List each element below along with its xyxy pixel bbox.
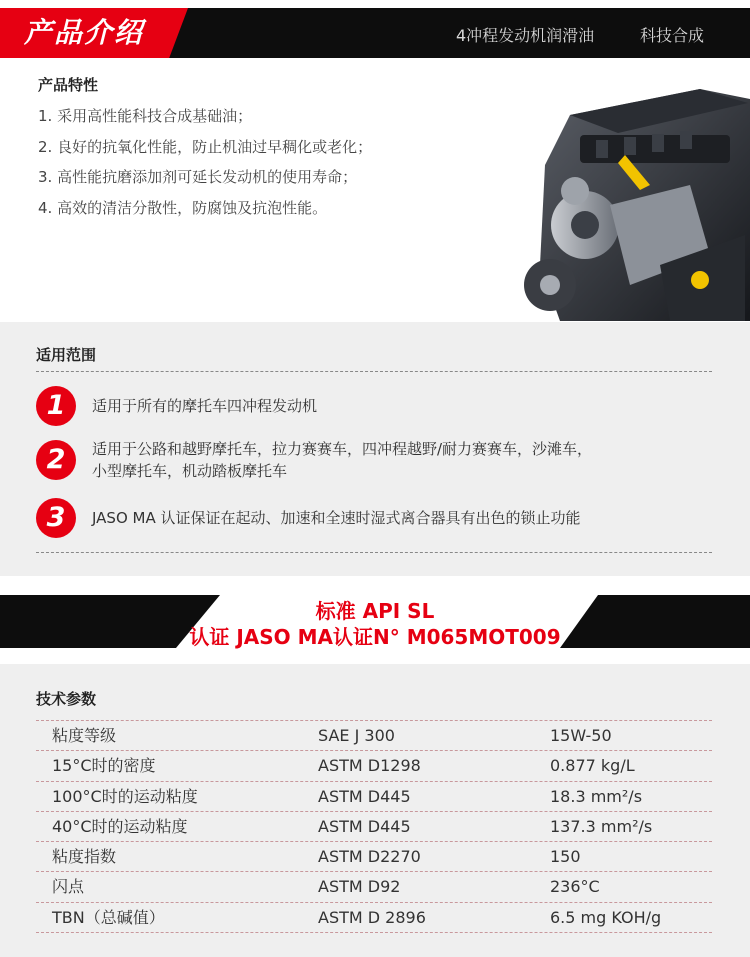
- test-method: SAE J 300: [318, 726, 395, 745]
- test-method: ASTM D445: [318, 816, 411, 836]
- param-name: 闪点: [52, 877, 85, 897]
- scope-item-text: 小型摩托车，机动踏板摩托车: [92, 462, 288, 480]
- api-standard-text: 标准 API SL: [315, 599, 435, 623]
- application-scope-section: [0, 322, 750, 576]
- table-row: [36, 871, 712, 901]
- scope-item-text: JASO MA 认证保证在起动、加速和全速时湿式离合器具有出色的锁止功能: [92, 509, 581, 527]
- param-value: 236°C: [550, 877, 600, 897]
- test-method: ASTM D2270: [318, 847, 421, 867]
- jaso-certification-text: 认证 JASO MA认证N° M065MOT009: [189, 625, 561, 649]
- features-list: [38, 101, 372, 223]
- param-name: 40°C时的运动粘度: [52, 816, 188, 836]
- tech-heading: 技术参数: [36, 690, 97, 708]
- number-badge-icon: 2: [36, 440, 76, 480]
- feature-item: 1. 采用高性能科技合成基础油；: [38, 107, 253, 125]
- divider: [36, 552, 712, 553]
- feature-item: 2. 良好的抗氧化性能，防止机油过早稠化或老化；: [38, 137, 373, 156]
- number-badge-icon: 1: [36, 386, 76, 426]
- test-method: ASTM D1298: [318, 756, 421, 776]
- divider: [36, 371, 712, 372]
- table-row: [36, 841, 712, 871]
- section-title: 产品介绍: [24, 16, 145, 49]
- number-badge-icon: 3: [36, 498, 76, 538]
- param-name: 15°C时的密度: [52, 756, 156, 776]
- feature-item: 3. 高性能抗磨添加剂可延长发动机的使用寿命；: [38, 168, 358, 186]
- scope-item-text: 适用于公路和越野摩托车，拉力赛赛车，四冲程越野/耐力赛赛车，沙滩车，: [92, 440, 593, 458]
- test-method: ASTM D 2896: [318, 907, 426, 927]
- param-value: 150: [550, 847, 581, 867]
- param-value: 0.877 kg/L: [550, 756, 635, 776]
- features-heading: 产品特性: [38, 76, 99, 94]
- param-value: 137.3 mm²/s: [550, 816, 653, 836]
- table-row: [36, 750, 712, 780]
- scope-heading: 适用范围: [36, 346, 97, 364]
- param-name: 100°C时的运动粘度: [52, 786, 198, 806]
- param-value: 15W-50: [550, 726, 612, 745]
- param-name: TBN（总碱值）: [52, 907, 165, 927]
- tech-table: [36, 720, 712, 933]
- test-method: ASTM D445: [318, 786, 411, 806]
- scope-item-text: 适用于所有的摩托车四冲程发动机: [92, 397, 318, 415]
- engine-image: [500, 85, 750, 321]
- table-row: [36, 781, 712, 811]
- param-name: 粘度等级: [52, 726, 117, 745]
- param-value: 18.3 mm²/s: [550, 786, 643, 806]
- param-name: 粘度指数: [52, 847, 117, 867]
- certification-banner: [0, 590, 750, 648]
- product-type-label: 4冲程发动机润滑油: [456, 26, 595, 45]
- test-method: ASTM D92: [318, 877, 401, 897]
- feature-item: 4. 高效的清洁分散性，防腐蚀及抗泡性能。: [38, 198, 328, 217]
- product-grade-label: 科技合成: [640, 26, 705, 45]
- param-value: 6.5 mg KOH/g: [550, 907, 662, 927]
- table-row: [36, 720, 712, 750]
- technical-parameters-section: [0, 664, 750, 957]
- table-row: [36, 811, 712, 841]
- table-row: [36, 902, 712, 933]
